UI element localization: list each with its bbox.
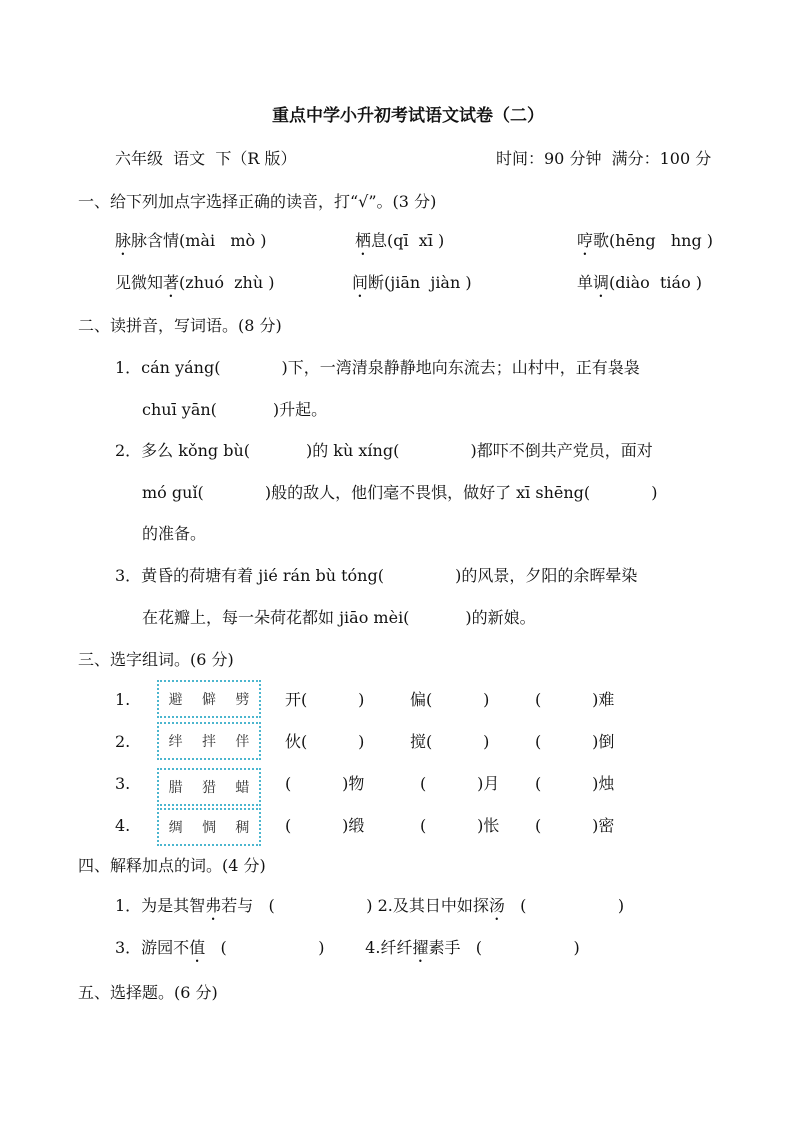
char: 拌	[201, 734, 216, 750]
blank: 搅( )	[410, 732, 490, 751]
char-box	[157, 808, 261, 846]
char: 绊	[168, 734, 183, 750]
char: 惆	[201, 820, 216, 836]
s2-line: mó guǐ( )般的敌人，他们毫不畏惧，做好了 xī shēng( )	[142, 483, 658, 502]
char: 猎	[201, 780, 216, 796]
char: 避	[168, 692, 183, 708]
s2-line: chuī yān( )升起。	[142, 400, 328, 419]
time-score: 时间：90 分钟 满分：100 分	[496, 149, 712, 168]
row-number: 3.	[115, 774, 131, 793]
char: 绸	[168, 820, 183, 836]
blank: ( )物	[285, 774, 365, 793]
blank: 偏( )	[410, 690, 490, 709]
char: 蜡	[235, 780, 250, 796]
char-box	[157, 680, 261, 718]
blank: 开( )	[285, 690, 365, 709]
grade-subject: 六年级 语文 下（R 版）	[115, 149, 297, 168]
s2-line: 的准备。	[142, 524, 207, 543]
blank: ( )密	[535, 816, 615, 835]
s1-item-3: 哼歌(hēng hng )	[577, 231, 714, 250]
row-number: 2.	[115, 732, 131, 751]
blank: ( )怅	[420, 816, 500, 835]
blank: ( )烛	[535, 774, 615, 793]
char: 稠	[235, 820, 250, 836]
char: 伴	[235, 734, 250, 750]
section-4-heading: 四、解释加点的词。(4 分)	[78, 856, 266, 875]
s4-line-2: 3．游园不值 ( ) 4.纤纤擢素手 ( )	[115, 938, 580, 957]
row-number: 1.	[115, 690, 131, 709]
s1-item-1: 脉脉含情(mài mò )	[115, 231, 267, 250]
s2-line: 1．cán yáng( )下，一湾清泉静静地向东流去；山村中，正有袅袅	[115, 358, 640, 377]
char: 劈	[235, 692, 250, 708]
s4-line-1: 1．为是其智弗若与 ( ) 2.及其日中如探汤 ( )	[115, 896, 625, 915]
blank: ( )月	[420, 774, 500, 793]
page-title: 重点中学小升初考试语文试卷（二）	[272, 106, 544, 126]
s2-line: 在花瓣上，每一朵荷花都如 jiāo mèi( )的新娘。	[142, 608, 536, 627]
section-5-heading: 五、选择题。(6 分)	[78, 983, 218, 1002]
section-3-heading: 三、选字组词。(6 分)	[78, 650, 234, 669]
blank: ( )倒	[535, 732, 615, 751]
section-1-heading: 一、给下列加点字选择正确的读音，打“√”。(3 分)	[78, 192, 437, 211]
s1-item-4: 见微知著(zhuó zhù )	[115, 273, 275, 292]
blank: 伙( )	[285, 732, 365, 751]
row-number: 4.	[115, 816, 131, 835]
blank: ( )缎	[285, 816, 365, 835]
char-box	[157, 768, 261, 806]
s1-item-5: 间断(jiān jiàn )	[352, 273, 472, 292]
char-box	[157, 722, 261, 760]
char: 僻	[201, 692, 216, 708]
s1-item-6: 单调(diào tiáo )	[577, 273, 703, 292]
char: 腊	[168, 780, 183, 796]
blank: ( )难	[535, 690, 615, 709]
s2-line: 2．多么 kǒng bù( )的 kù xíng( )都吓不倒共产党员，面对	[115, 441, 653, 460]
section-2-heading: 二、读拼音，写词语。(8 分)	[78, 316, 282, 335]
s2-line: 3．黄昏的荷塘有着 jié rán bù tóng( )的风景，夕阳的余晖晕染	[115, 566, 638, 585]
s1-item-2: 栖息(qī xī )	[355, 231, 445, 250]
